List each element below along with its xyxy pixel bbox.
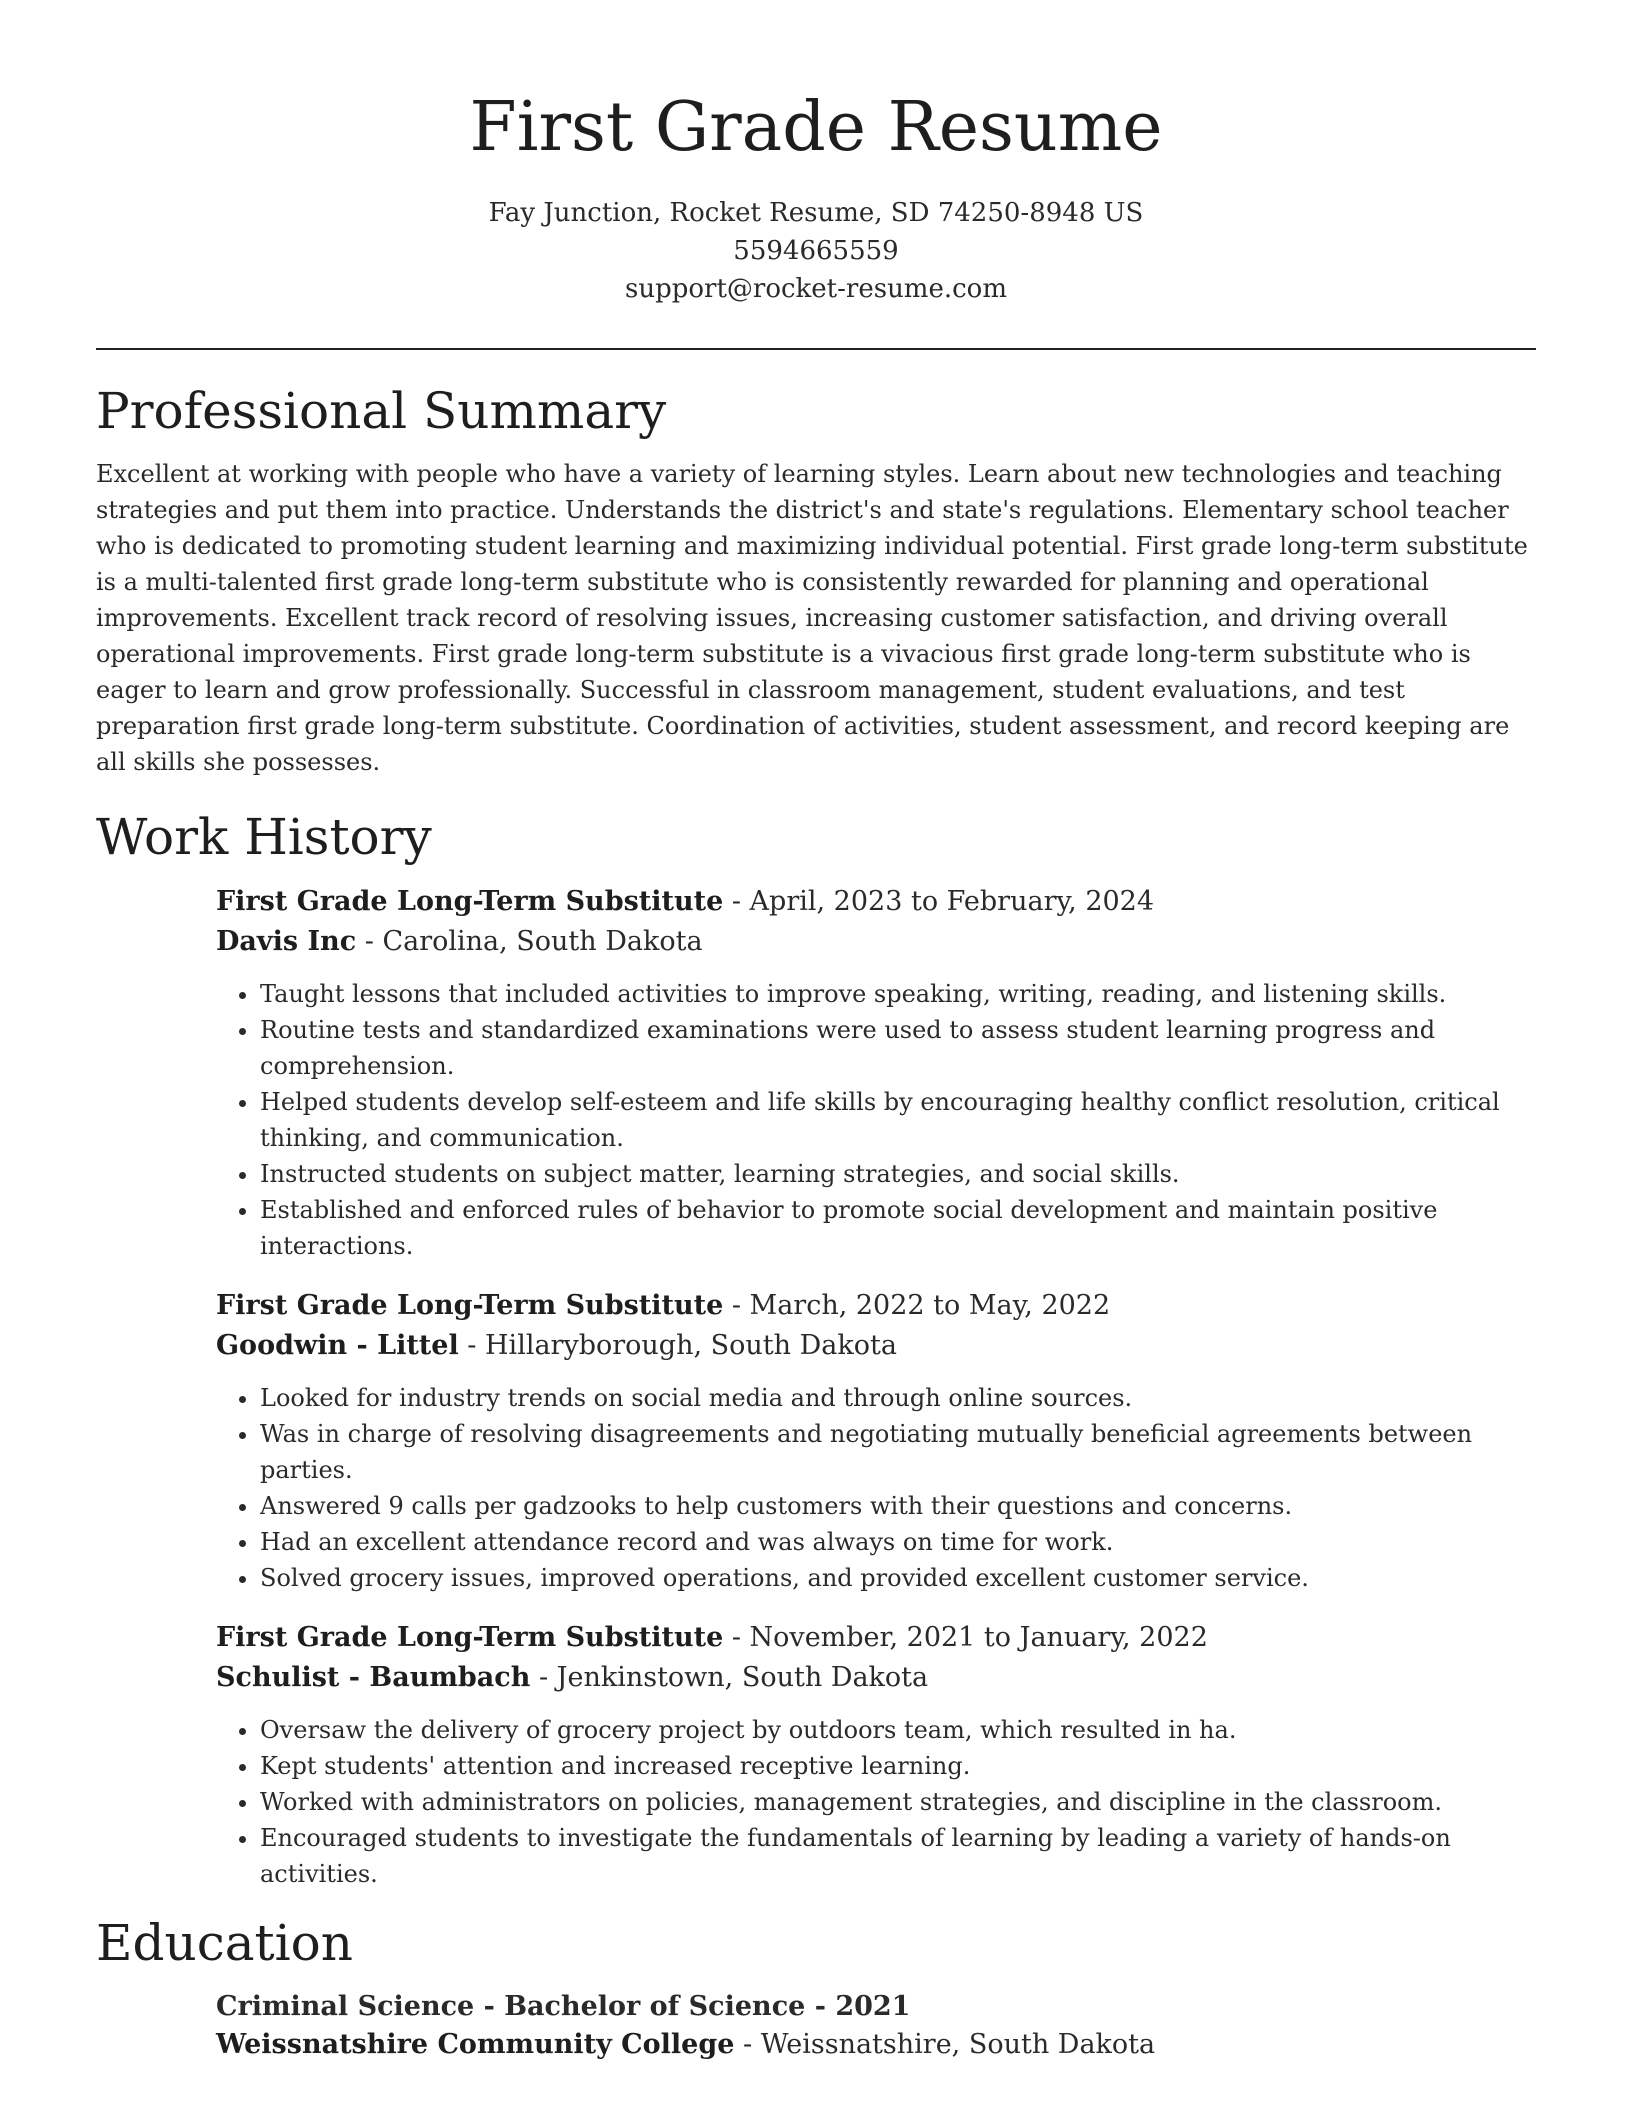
education-entry [216, 1988, 1536, 2064]
job-company: Davis Inc [216, 926, 357, 957]
education-school: Weissnatshire Community College [216, 2029, 735, 2060]
contact-block [96, 194, 1536, 308]
job-title: First Grade Long-Term Substitute [216, 1290, 724, 1321]
job-dates: - November, 2021 to January, 2022 [723, 1622, 1208, 1653]
work-section [96, 802, 1536, 1892]
job-company-line [216, 922, 1536, 962]
contact-phone: 5594665559 [733, 236, 899, 266]
job-bullet: • Oversaw the delivery of grocery project by outdoors team, which resulted in ha. [260, 1712, 1536, 1748]
job-bullet: • Taught lessons that included activities to improve speaking, writing, reading, and listening skills. [260, 976, 1536, 1012]
job-bullets [216, 1380, 1536, 1596]
job-bullet: • Looked for industry trends on social media and through online sources. [260, 1380, 1536, 1416]
job-bullet: • Worked with administrators on policies, management strategies, and discipline in the classroom. [260, 1784, 1536, 1820]
contact-email: support@rocket-resume.com [624, 274, 1007, 304]
job-title-line [216, 1618, 1536, 1658]
resume-title: First Grade Resume [469, 88, 1163, 167]
job-title-line [216, 1286, 1536, 1326]
job-location: - Carolina, South Dakota [356, 926, 703, 957]
job-bullet: • Instructed students on subject matter, learning strategies, and social skills. [260, 1156, 1536, 1192]
resume-page [96, 0, 1536, 2064]
job-bullet: • Encouraged students to investigate the fundamentals of learning by leading a variety of hands-on activities. [260, 1820, 1536, 1892]
job-company: Goodwin - Littel [216, 1330, 459, 1361]
education-section [96, 1908, 1536, 2064]
job-title-line [216, 882, 1536, 922]
job-bullet: • Kept students' attention and increased receptive learning. [260, 1748, 1536, 1784]
job-company-line [216, 1658, 1536, 1698]
job-bullet: • Answered 9 calls per gadzooks to help customers with their questions and concerns. [260, 1488, 1536, 1524]
job-bullet: • Established and enforced rules of behavior to promote social development and maintain positive interactions. [260, 1192, 1536, 1264]
education-location: - Weissnatshire, South Dakota [734, 2029, 1156, 2060]
job-dates: - April, 2023 to February, 2024 [723, 886, 1155, 917]
job-bullet: • Helped students develop self-esteem and life skills by encouraging healthy conflict resolution, critical thinking, and communication. [260, 1084, 1536, 1156]
job-entry [216, 1618, 1536, 1892]
resume-header [96, 0, 1536, 308]
header-divider [96, 348, 1536, 350]
job-location: - Hillaryborough, South Dakota [458, 1330, 897, 1361]
job-company-line [216, 1326, 1536, 1366]
job-bullet: • Was in charge of resolving disagreements and negotiating mutually beneficial agreements between parties. [260, 1416, 1536, 1488]
job-bullet: • Routine tests and standardized examinations were used to assess student learning progress and comprehension. [260, 1012, 1536, 1084]
education-school-line [216, 2026, 1536, 2064]
job-bullet: • Had an excellent attendance record and was always on time for work. [260, 1524, 1536, 1560]
job-title: First Grade Long-Term Substitute [216, 886, 724, 917]
education-heading: Education [96, 1914, 353, 1972]
job-company: Schulist - Baumbach [216, 1662, 531, 1693]
contact-address: Fay Junction, Rocket Resume, SD 74250-8948 US [488, 198, 1144, 228]
job-location: - Jenkinstown, South Dakota [530, 1662, 929, 1693]
job-dates: - March, 2022 to May, 2022 [723, 1290, 1111, 1321]
summary-text: Excellent at working with people who have a variety of learning styles. Learn about new technologies and teaching strategies and put them into practice. Understands the district's and state's regulations. Elementary school teacher who is dedicated to promoting student learning and maximizing individual potential. First grade long-term substitute is a multi-talented first grade long-term substitute who is consistently rewarded for planning and operational improvements. Excellent track record of resolving issues, increasing customer satisfaction, and driving overall operational improvements. First grade long-term substitute is a vivacious first grade long-term substitute who is eager to learn and grow professionally. Successful in classroom management, student evaluations, and test preparation first grade long-term substitute. Coordination of activities, student assessment, and record keeping are all skills she possesses. [96, 460, 1528, 776]
work-heading: Work History [96, 808, 432, 866]
job-bullets [216, 976, 1536, 1264]
education-degree: Criminal Science - Bachelor of Science - 2021 [216, 1991, 911, 2022]
job-entry [216, 882, 1536, 1264]
summary-section [96, 376, 1536, 780]
job-title: First Grade Long-Term Substitute [216, 1622, 724, 1653]
job-entry [216, 1286, 1536, 1596]
job-bullet: • Solved grocery issues, improved operations, and provided excellent customer service. [260, 1560, 1536, 1596]
job-bullets [216, 1712, 1536, 1892]
summary-heading: Professional Summary [96, 382, 667, 440]
